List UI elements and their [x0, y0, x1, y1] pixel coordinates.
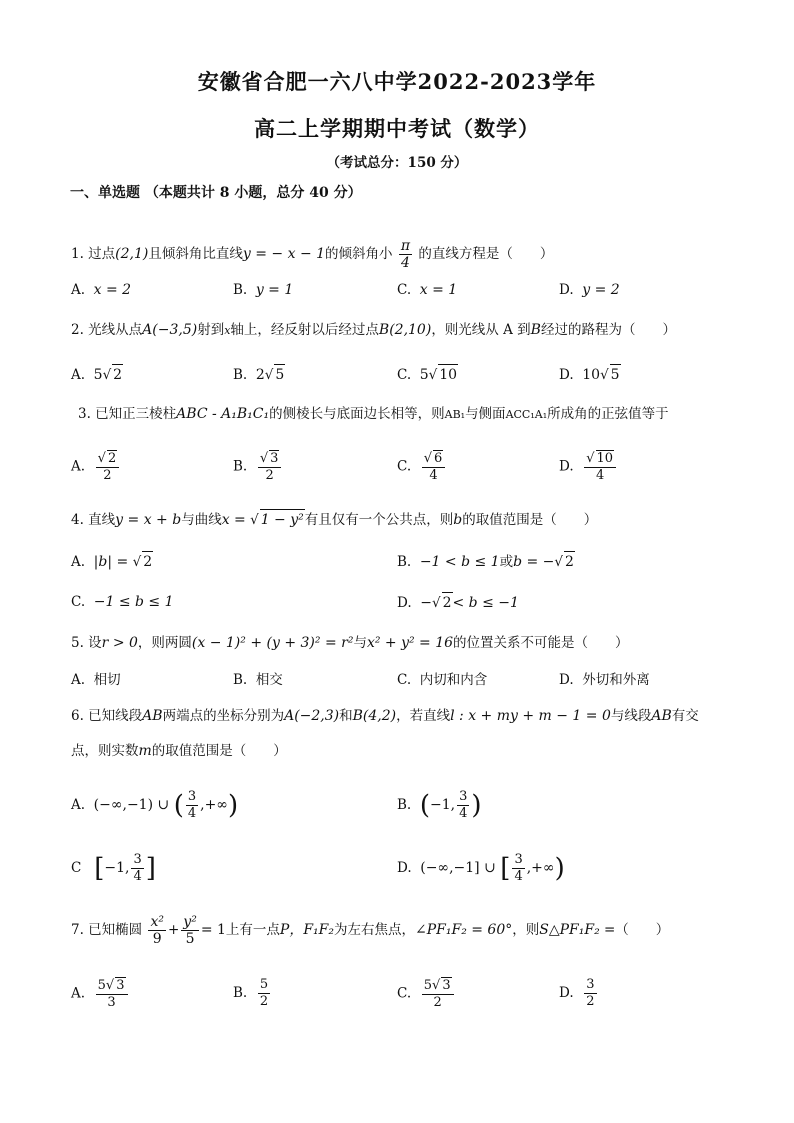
- q7-option-a: A. $\frac{5√ 3}{3}$: [71, 977, 130, 1011]
- question-2: 2. 光线从点A(−3,5)射到x轴上，经反射以后经过点B(2,10)，则光线从 A 到B经过的路程为（ ）: [71, 322, 676, 338]
- question-4: 4. 直线y = x + b与曲线x = √ 1 − y²有且仅有一个公共点，则b的取值范围是（ ）: [71, 509, 597, 530]
- section-heading: 一、单选题 （本题共计 8 小题，总分 40 分）: [70, 185, 362, 201]
- q3-option-b: B. $\frac{√ 3}{2}$: [233, 450, 283, 484]
- q2-option-c: C. 5√ 10: [397, 364, 458, 385]
- q7-option-c: C. $\frac{5√ 3}{2}$: [397, 977, 456, 1011]
- q5-option-d: D. 外切和外离: [559, 672, 650, 688]
- exam-title-line2: 高二上学期期中考试（数学）: [254, 116, 540, 141]
- q2-option-d: D. 10√ 5: [559, 364, 621, 385]
- question-3: 3. 已知正三棱柱ABC - A₁B₁C₁的侧棱长与底面边长相等，则AB₁与侧面ACC₁A₁所成角的正弦值等于: [78, 406, 669, 422]
- q6-option-b: B. (−1, $\frac{3}{4}$ ): [397, 789, 482, 821]
- q2-option-a: A. 5√ 2: [71, 364, 123, 385]
- q7-option-d: D. $\frac{3}{2}$: [559, 977, 595, 1009]
- q7-option-b: B. $\frac{5}{2}$: [233, 977, 269, 1009]
- q4-option-b: B. −1 < b ≤ 1或b = −√ 2: [397, 551, 575, 572]
- q5-option-a: A. 相切: [71, 672, 121, 688]
- q2-option-b: B. 2√ 5: [233, 364, 285, 385]
- exam-title-line1: 安徽省合肥一六八中学2022-2023学年: [197, 69, 597, 94]
- exam-total-score: （考试总分：150 分）: [326, 155, 468, 171]
- q5-option-b: B. 相交: [233, 672, 283, 688]
- q1-option-c: C. x = 1: [397, 282, 458, 298]
- q4-option-c: C. −1 ≤ b ≤ 1: [71, 594, 174, 610]
- q6-option-a: A. (−∞,−1) ∪ ( $\frac{3}{4}$ ,+∞): [71, 789, 239, 821]
- q3-option-c: C. $\frac{√ 6}{4}$: [397, 450, 447, 484]
- question-6: 6. 已知线段AB两端点的坐标分别为A(−2,3)和B(4,2)，若直线l : x + my + m − 1 = 0与线段AB有交: [71, 708, 699, 724]
- q4-option-d: D. −√ 2< b ≤ −1: [397, 592, 519, 613]
- q1-option-d: D. y = 2: [559, 282, 620, 298]
- question-5: 5. 设r > 0，则两圆(x − 1)² + (y + 3)² = r²与x² + y² = 16的位置关系不可能是（ ）: [71, 635, 629, 651]
- q4-option-a: A. |b| = √ 2: [71, 551, 153, 572]
- q6-option-c: C [−1, $\frac{3}{4}$ ]: [71, 852, 156, 884]
- q5-option-c: C. 内切和内含: [397, 672, 488, 688]
- q6-option-d: D. (−∞,−1] ∪ [ $\frac{3}{4}$ ,+∞): [397, 852, 565, 884]
- q1-option-b: B. y = 1: [233, 282, 294, 298]
- question-6-line2: 点，则实数m的取值范围是（ ）: [71, 743, 287, 759]
- question-1: 1. 过点(2,1)且倾斜角比直线y = − x − 1的倾斜角小 $\frac{\pi}{4}$ 的直线方程是（ ）: [71, 238, 554, 271]
- q1-option-a: A. x = 2: [71, 282, 132, 298]
- q3-option-a: A. $\frac{√ 2}{2}$: [71, 450, 121, 484]
- q3-option-d: D. $\frac{√ 10}{4}$: [559, 450, 618, 484]
- question-7: 7. 已知椭圆 $\frac{\text{x²}}{9}$ + $\frac{\text{y²}}{5}$ = 1上有一点P，F₁F₂为左右焦点，∠PF₁F₂ = 60°，则S△PF₁F₂ =（ ）: [71, 914, 670, 947]
